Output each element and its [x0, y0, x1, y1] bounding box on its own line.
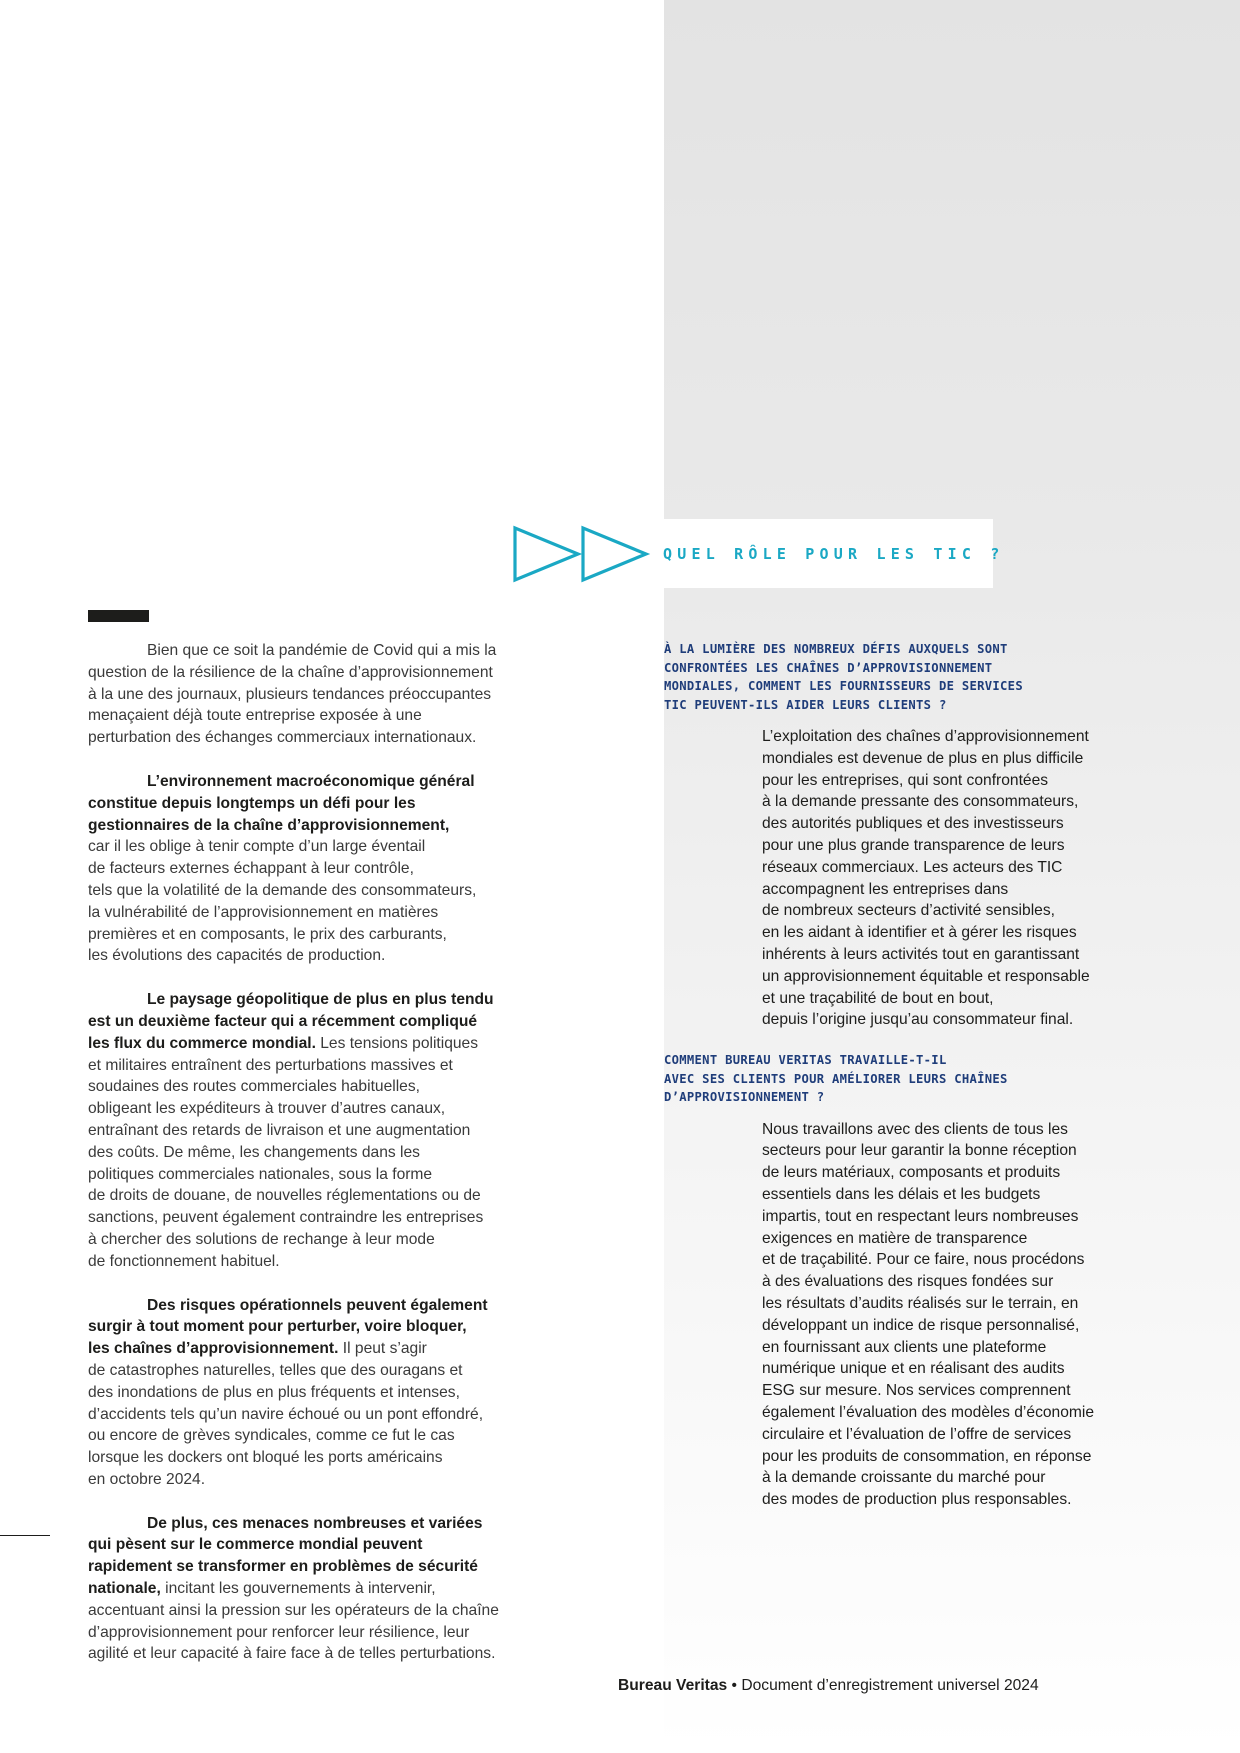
intro-paragraph	[88, 640, 538, 749]
paragraph-text: Il peut s’agir de catastrophes naturelles, telles que des ouragans et des inondations de plus en plus fréquents et intenses, d’accidents tels qu’un navire échoué ou un pont effondré, ou encore de grèves syndicales, comme ce fut le cas lorsque les dockers ont bloqué les ports américains en octobre 2024.	[88, 1340, 484, 1488]
paragraph-text: car il les oblige à tenir compte d’un large éventail de facteurs externes échappant à leur contrôle, tels que la volatilité de la demande des consommateurs, la vulnérabilité de l’approvisionnement en matières premières et en composants, le prix des carburants, les évolutions des capacités de production.	[88, 838, 477, 965]
right-column	[664, 640, 1124, 1531]
macro-paragraph	[88, 771, 538, 967]
decorative-bar	[88, 610, 149, 622]
paragraph-lead: De plus, ces menaces nombreuses et variées qui pèsent sur le commerce mondial peuvent rapidement se transformer en problèmes de sécurité nationale,	[88, 1514, 483, 1598]
footer-title: Document d’enregistrement universel 2024	[741, 1677, 1039, 1694]
paragraph-text: incitant les gouvernements à intervenir, accentuant ainsi la pression sur les opérateurs de la chaîne d’approvisionnement pour renforcer leur résilience, leur agilité et leur capacité à faire face à de telles perturbations.	[88, 1580, 499, 1663]
question-heading: À LA LUMIÈRE DES NOMBREUX DÉFIS AUXQUELS SONT CONFRONTÉES LES CHAÎNES D’APPROVISIONNEMENT MONDIALES, COMMENT LES FOURNISSEURS DE SERVICES TIC PEUVENT-ILS AIDER LEURS CLIENTS ?	[664, 642, 1023, 712]
question-heading: COMMENT BUREAU VERITAS TRAVAILLE-T-IL AVEC SES CLIENTS POUR AMÉLIORER LEURS CHAÎNES D’APPROVISIONNEMENT ?	[664, 1053, 1008, 1105]
paragraph-lead: Le paysage géopolitique de plus en plus tendu est un deuxième facteur qui a récemment compliqué les flux du commerce mondial.	[88, 991, 494, 1052]
geopolitics-paragraph	[88, 989, 538, 1272]
answer-text: Nous travaillons avec des clients de tous les secteurs pour leur garantir la bonne réception de leurs matériaux, composants et produits essentiels dans les délais et les budgets impartis, tout en respectant leurs nombreuses exigences en matière de transparence et de traçabilité. Pour ce faire, nous procédons à des évaluations des risques fondées sur les résultats d’audits réalisés sur le terrain, en développant un indice de risque personnalisé, en fournissant aux clients une plateforme numérique unique et en réalisant des audits ESG sur mesure. Nos services comprennent également l’évaluation des modèles d’économie circulaire et l’évaluation de l’offre de services pour les produits de consommation, en réponse à la demande croissante du marché pour des modes de production plus responsables.	[762, 1120, 1095, 1509]
paragraph-text: Les tensions politiques et militaires entraînent des perturbations massives et soudaines des routes commerciales habituelles, obligeant les expéditeurs à trouver d’autres canaux, entraînant des retards de livraison et une augmentation des coûts. De même, les changements dans les politiques commerciales nationales, sous la forme de droits de douane, de nouvelles réglementations ou de sanctions, peuvent également contraindre les entreprises à chercher des solutions de rechange à leur mode de fonctionnement habituel.	[88, 1034, 484, 1270]
paragraph-lead: Des risques opérationnels peuvent également surgir à tout moment pour perturber, voire bloquer, les chaînes d’approvisionnement.	[88, 1296, 488, 1358]
footer-separator: •	[727, 1677, 742, 1694]
paragraph-text: Bien que ce soit la pandémie de Covid qui a mis la question de la résilience de la chaîne d’approvisionnement à la une des journaux, plusieurs tendances préoccupantes menaçaient déjà toute entreprise exposée à une perturbation des échanges commerciaux internationaux.	[88, 642, 497, 747]
operational-risks-paragraph	[88, 1295, 538, 1491]
answer-text: L’exploitation des chaînes d’approvisionnement mondiales est devenue de plus en plus difficile pour les entreprises, qui sont confrontées à la demande pressante des consommateurs, des autorités publiques et des investisseurs pour une plus grande transparence de leurs réseaux commerciaux. Les acteurs des TIC accompagnent les entreprises dans de nombreux secteurs d’activité sensibles, en les aidant à identifier et à gérer les risques inhérents à leurs activités tout en garantissant un approvisionnement équitable et responsable et une traçabilité de bout en bout, depuis l’origine jusqu’au consommateur final.	[762, 728, 1090, 1029]
section-title: QUEL RÔLE POUR LES TIC ?	[663, 545, 1005, 563]
left-column	[88, 640, 538, 1687]
page-footer	[618, 1677, 1039, 1695]
paragraph-indent	[88, 642, 147, 659]
national-security-paragraph	[88, 1513, 538, 1666]
margin-rule	[0, 1535, 50, 1536]
paragraph-lead: L’environnement macroéconomique général constitue depuis longtemps un défi pour les gestionnaires de la chaîne d’approvisionnement,	[88, 772, 475, 834]
footer-brand: Bureau Veritas	[618, 1677, 728, 1694]
double-play-arrows-icon	[512, 524, 652, 584]
